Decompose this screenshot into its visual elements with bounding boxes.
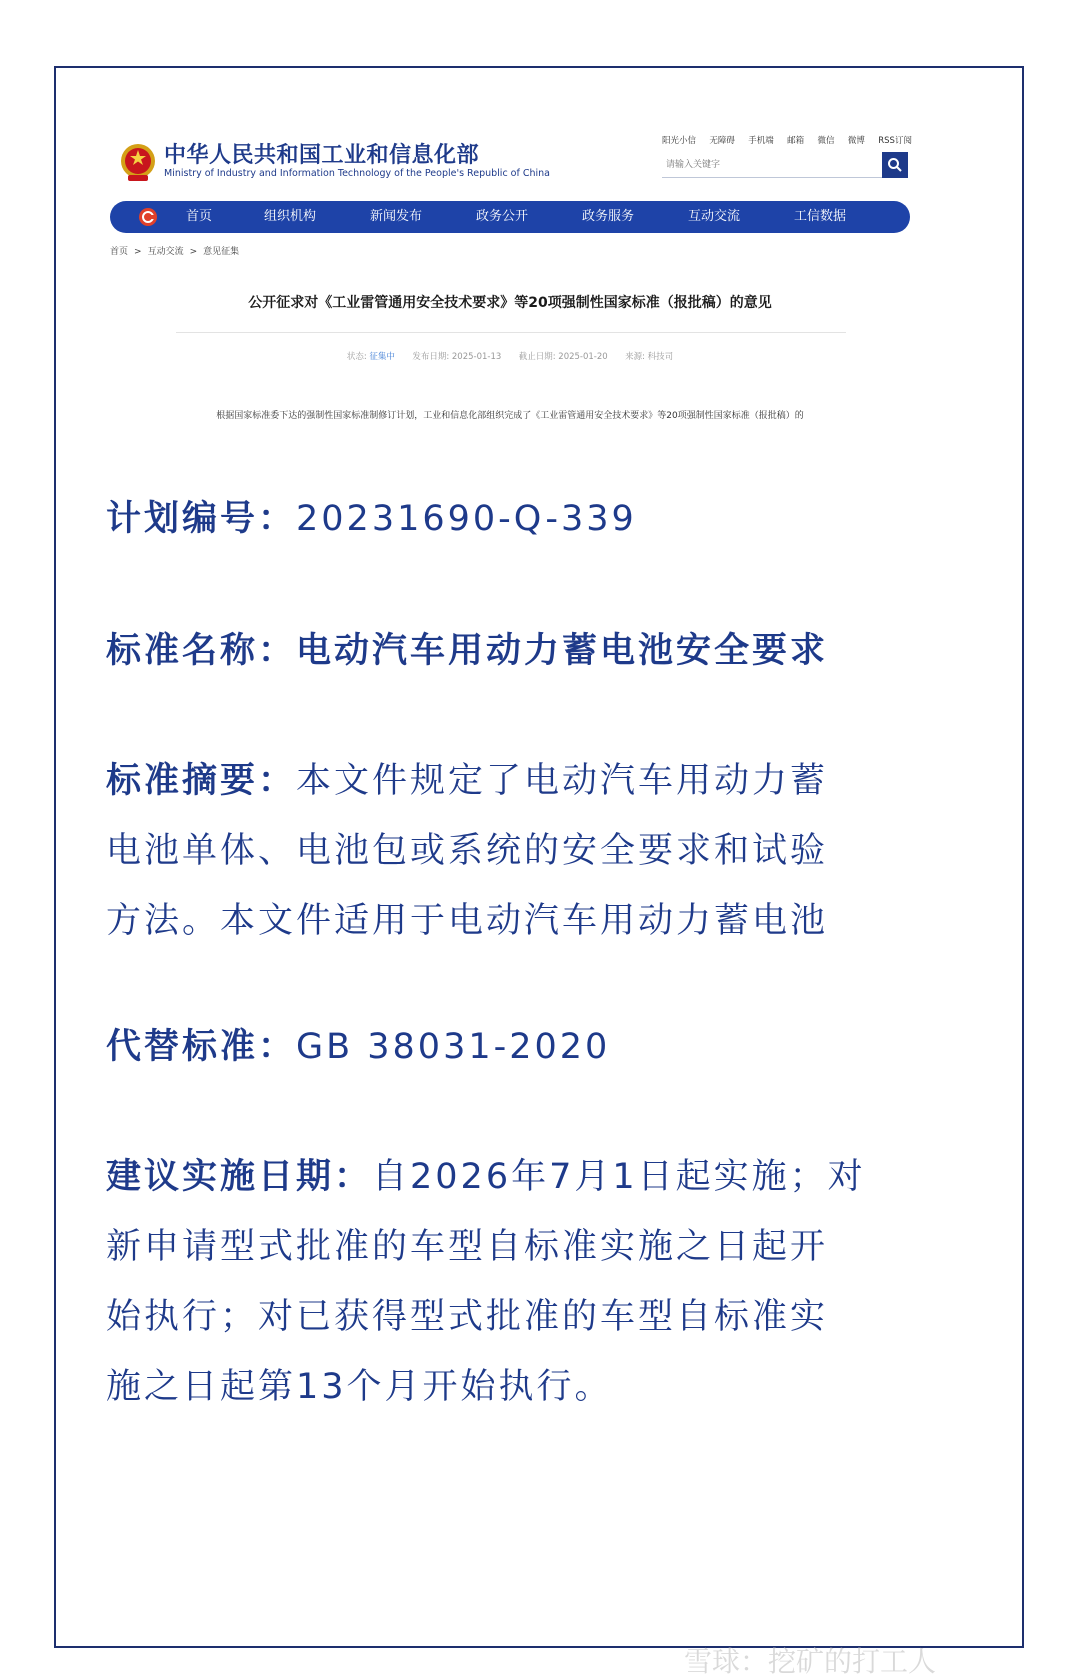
top-link-sunshine[interactable]: 阳光小信 [662,136,697,146]
standard-summary-line2: 电池单体、电池包或系统的安全要求和试验 [106,831,829,871]
nav-news[interactable]: 新闻发布 [370,209,423,224]
top-link-accessibility[interactable]: 无障碍 [709,136,735,146]
nav-government-affairs[interactable]: 政务公开 [476,209,529,224]
ministry-logo-icon [138,207,158,227]
breadcrumb-separator: > [134,247,142,257]
nav-data[interactable]: 工信数据 [794,209,847,224]
standard-name-label: 标准名称： [106,631,297,671]
plan-number-block [106,484,916,554]
top-link-mobile[interactable]: 手机端 [748,136,774,146]
main-navbar [110,201,910,233]
meta-status-value: 征集中 [369,352,395,362]
implementation-date-line4: 施之日起第13个月开始执行。 [106,1367,613,1407]
standard-summary-block [106,746,916,956]
search-box [662,152,882,178]
standard-summary-label: 标准摘要： [106,761,297,801]
top-link-wechat[interactable]: 微信 [817,136,835,146]
replaced-standard-block [106,1012,916,1082]
standard-name-block [106,616,916,686]
top-link-rss[interactable]: RSS订阅 [878,136,912,146]
implementation-date-line2: 新申请型式批准的车型自标准实施之日起开 [106,1227,829,1267]
standard-summary-line1: 本文件规定了电动汽车用动力蓄 [296,761,829,801]
national-emblem-icon [118,142,158,184]
plan-number-label: 计划编号： [106,499,297,539]
search-icon [887,157,903,173]
site-title[interactable]: 中华人民共和国工业和信息化部 [164,143,480,168]
replaced-standard-value: GB 38031-2020 [296,1027,611,1067]
replaced-standard-label: 代替标准： [106,1027,297,1067]
standard-name-value: 电动汽车用动力蓄电池安全要求 [296,631,829,671]
watermark-text: 雪球：挖矿的打工人 [684,1645,937,1678]
meta-status-label: 状态: [346,352,367,362]
breadcrumb-separator: > [189,247,198,257]
title-divider [176,332,846,333]
standard-summary-line3: 方法。本文件适用于电动汽车用动力蓄电池 [106,901,829,941]
top-link-weibo[interactable]: 微博 [847,136,865,146]
nav-government-services[interactable]: 政务服务 [582,209,635,224]
site-subtitle: Ministry of Industry and Information Technology of the People's Republic of China [164,168,550,179]
breadcrumb [110,244,239,257]
article-title: 公开征求对《工业雷管通用安全技术要求》等20项强制性国家标准（报批稿）的意见 [248,295,772,311]
top-links [662,134,912,146]
article-meta [110,350,910,362]
meta-deadline-label: 截止日期: [518,352,556,362]
meta-source-label: 来源: [625,352,645,362]
search-input[interactable] [662,153,882,177]
breadcrumb-interaction[interactable]: 互动交流 [147,247,184,257]
nav-home[interactable]: 首页 [186,209,213,224]
nav-organization[interactable]: 组织机构 [264,209,317,224]
plan-number-value: 20231690-Q-339 [296,499,637,539]
implementation-date-label: 建议实施日期： [106,1157,373,1197]
nav-interaction[interactable]: 互动交流 [688,209,741,224]
breadcrumb-current[interactable]: 意见征集 [203,247,240,257]
meta-deadline-date: 2025-01-20 [558,352,608,362]
breadcrumb-home[interactable]: 首页 [110,247,129,257]
implementation-date-block [106,1142,916,1422]
implementation-date-line3: 始执行；对已获得型式批准的车型自标准实 [106,1297,829,1337]
implementation-date-line1: 自2026年7月1日起实施；对 [372,1157,866,1197]
article-intro: 根据国家标准委下达的强制性国家标准制修订计划，工业和信息化部组织完成了《工业雷管通用安全技术要求》等20项强制性国家标准（报批稿）的 [216,411,804,421]
meta-publish-label: 发布日期: [412,352,450,362]
top-link-mail[interactable]: 邮箱 [787,136,805,146]
meta-publish-date: 2025-01-13 [451,352,502,362]
meta-source-value: 科技司 [647,352,674,362]
document-frame [54,66,1024,1648]
search-button[interactable] [882,152,908,178]
